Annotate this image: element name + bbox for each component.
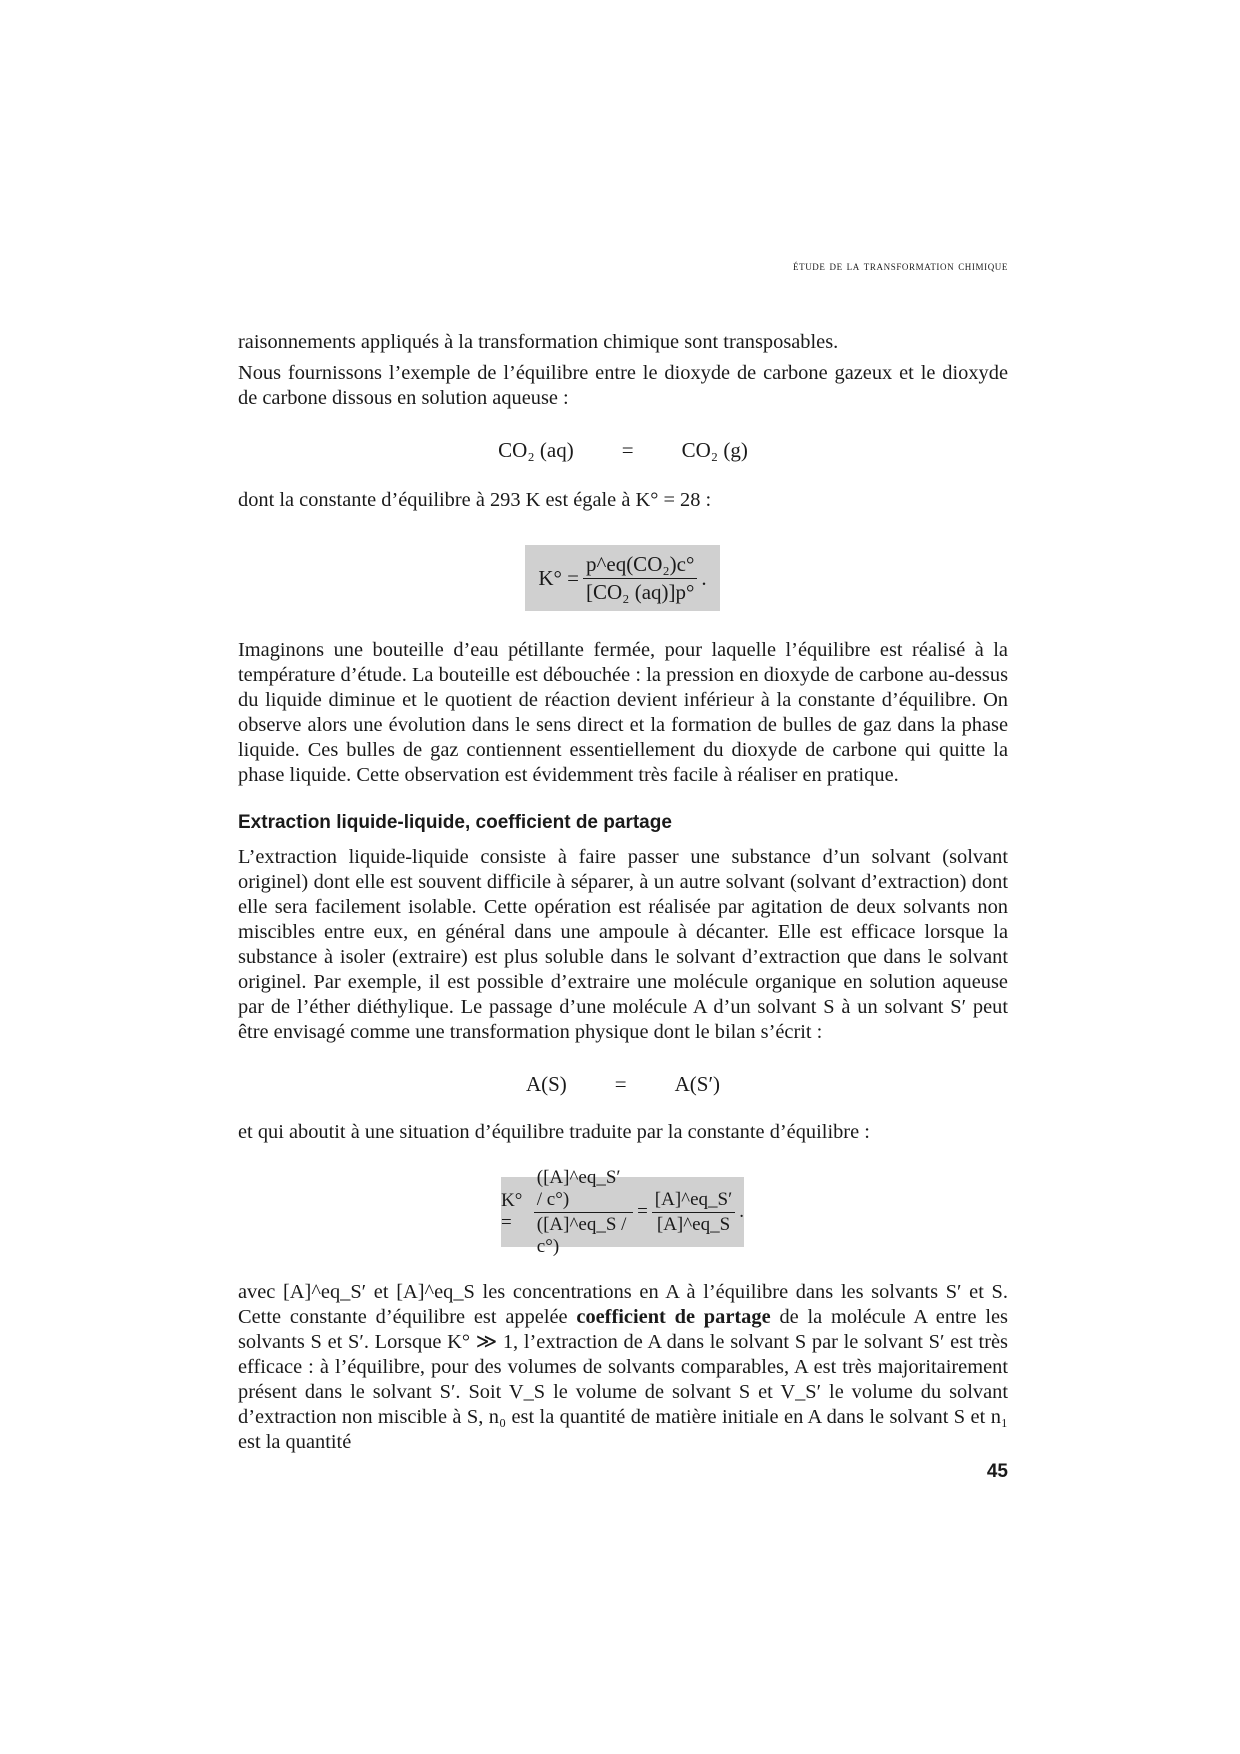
text-run: avec [A]^eq_S′ et [A]^eq_S les concentrations en A à l’équilibre dans les solvants S′ et S. Cette constante d’équilibre est appelée (238, 1281, 1008, 1328)
paragraph-block-6 (238, 1280, 1008, 1461)
equation-partition (238, 1072, 1008, 1097)
paragraph-block-3 (238, 638, 1008, 794)
page-number: 45 (986, 1461, 1008, 1482)
denominator: [A]^eq_S (656, 1213, 731, 1235)
equilibrium-constant-box (525, 545, 720, 611)
numerator: ([A]^eq_S′ / c°) (534, 1167, 633, 1213)
text-run: de la molécule A entre les solvants S et S′. Lorsque K° ≫ 1, l’extraction de A dans le solvant S par le solvant S′ est très efficace : à l’équilibre, pour des volumes de solvants comparables, A est très majoritairement présent dans le solvant S′. Soit V_S le volume de solvant S et V_S′ le volume du solvant d’extraction non miscible à S, n₀ est la quantité de matière initiale en A dans le solvant S et n₁ est la quantité (238, 1306, 1008, 1453)
paragraph: L’extraction liquide-liquide consiste à faire passer une substance d’un solvant (solvant originel) dont elle est souvent difficile à séparer, à un autre solvant (solvant d’extraction) dont elle sera facilement isolable. Cette opération est réalisée par agitation de deux solvants non miscibles entre eux, en général dans une ampoule à décanter. Elle est efficace lorsque la substance à isoler (extraire) est plus soluble dans le solvant d’extraction que dans le solvant originel. Par exemple, il est possible d’extraire une molécule organique en solution aqueuse par de l’éther diéthylique. Le passage d’une molécule A d’un solvant S à un solvant S′ peut être envisagé comme une transformation physique dont le bilan s’écrit : (238, 846, 1008, 1043)
fraction-1 (534, 1167, 633, 1258)
equation-sign: = (614, 1072, 627, 1096)
partition-coefficient-box (501, 1166, 744, 1257)
numerator: [A]^eq_S′ (652, 1189, 735, 1213)
term-bold: coefficient de partage (576, 1306, 771, 1328)
section-heading: Extraction liquide-liquide, coefficient de partage (238, 812, 672, 833)
paragraph: Imaginons une bouteille d’eau pétillante fermée, pour laquelle l’équilibre est réalisé à la température d’étude. La bouteille est débouchée : la pression en dioxyde de carbone au-dessus du liquide diminue et le quotient de réaction devient inférieur à la constante d’équilibre. On observe alors une évolution dans le sens direct et la formation de bulles de gaz dans la phase liquide. Ces bulles de gaz contiennent essentiellement du dioxyde de carbone qui quitte la phase liquide. Cette observation est évidemment très facile à réaliser en pratique. (238, 639, 1008, 786)
equation-left: CO₂ (aq) (498, 438, 574, 462)
denominator: [CO₂ (aq)]p° (585, 579, 695, 604)
numerator: p^eq(CO₂)c° (583, 552, 697, 579)
paragraph: Nous fournissons l’exemple de l’équilibre entre le dioxyde de carbone gazeux et le dioxyde de carbone dissous en solution aqueuse : (238, 362, 1008, 409)
running-header: étude de la transformation chimique (793, 258, 1008, 273)
formula-lhs: K° = (501, 1190, 523, 1233)
paragraph (238, 1280, 1008, 1455)
paragraph-block-2 (238, 488, 1008, 519)
formula-lhs: K° = (538, 565, 579, 590)
equation-left: A(S) (525, 1072, 567, 1096)
paragraph: dont la constante d’équilibre à 293 K est égale à K° = 28 : (238, 489, 712, 511)
paragraph: raisonnements appliqués à la transformation chimique sont transposables. (238, 331, 839, 353)
formula-dot: . (701, 565, 707, 590)
formula-equals: = (637, 1201, 648, 1222)
equation-co2 (238, 438, 1008, 463)
denominator: ([A]^eq_S / c°) (536, 1213, 627, 1257)
fraction (583, 552, 697, 605)
paragraph: et qui aboutit à une situation d’équilibre traduite par la constante d’équilibre : (238, 1121, 870, 1143)
equation-right: A(S′) (674, 1072, 721, 1096)
fraction-2 (652, 1189, 735, 1236)
formula-dot: . (739, 1201, 744, 1222)
equation-right: CO₂ (g) (681, 438, 748, 462)
paragraph-block-5 (238, 1120, 1008, 1151)
paragraph-block-4 (238, 845, 1008, 1051)
equation-sign: = (621, 438, 634, 462)
paragraph-block-1 (238, 330, 1008, 417)
